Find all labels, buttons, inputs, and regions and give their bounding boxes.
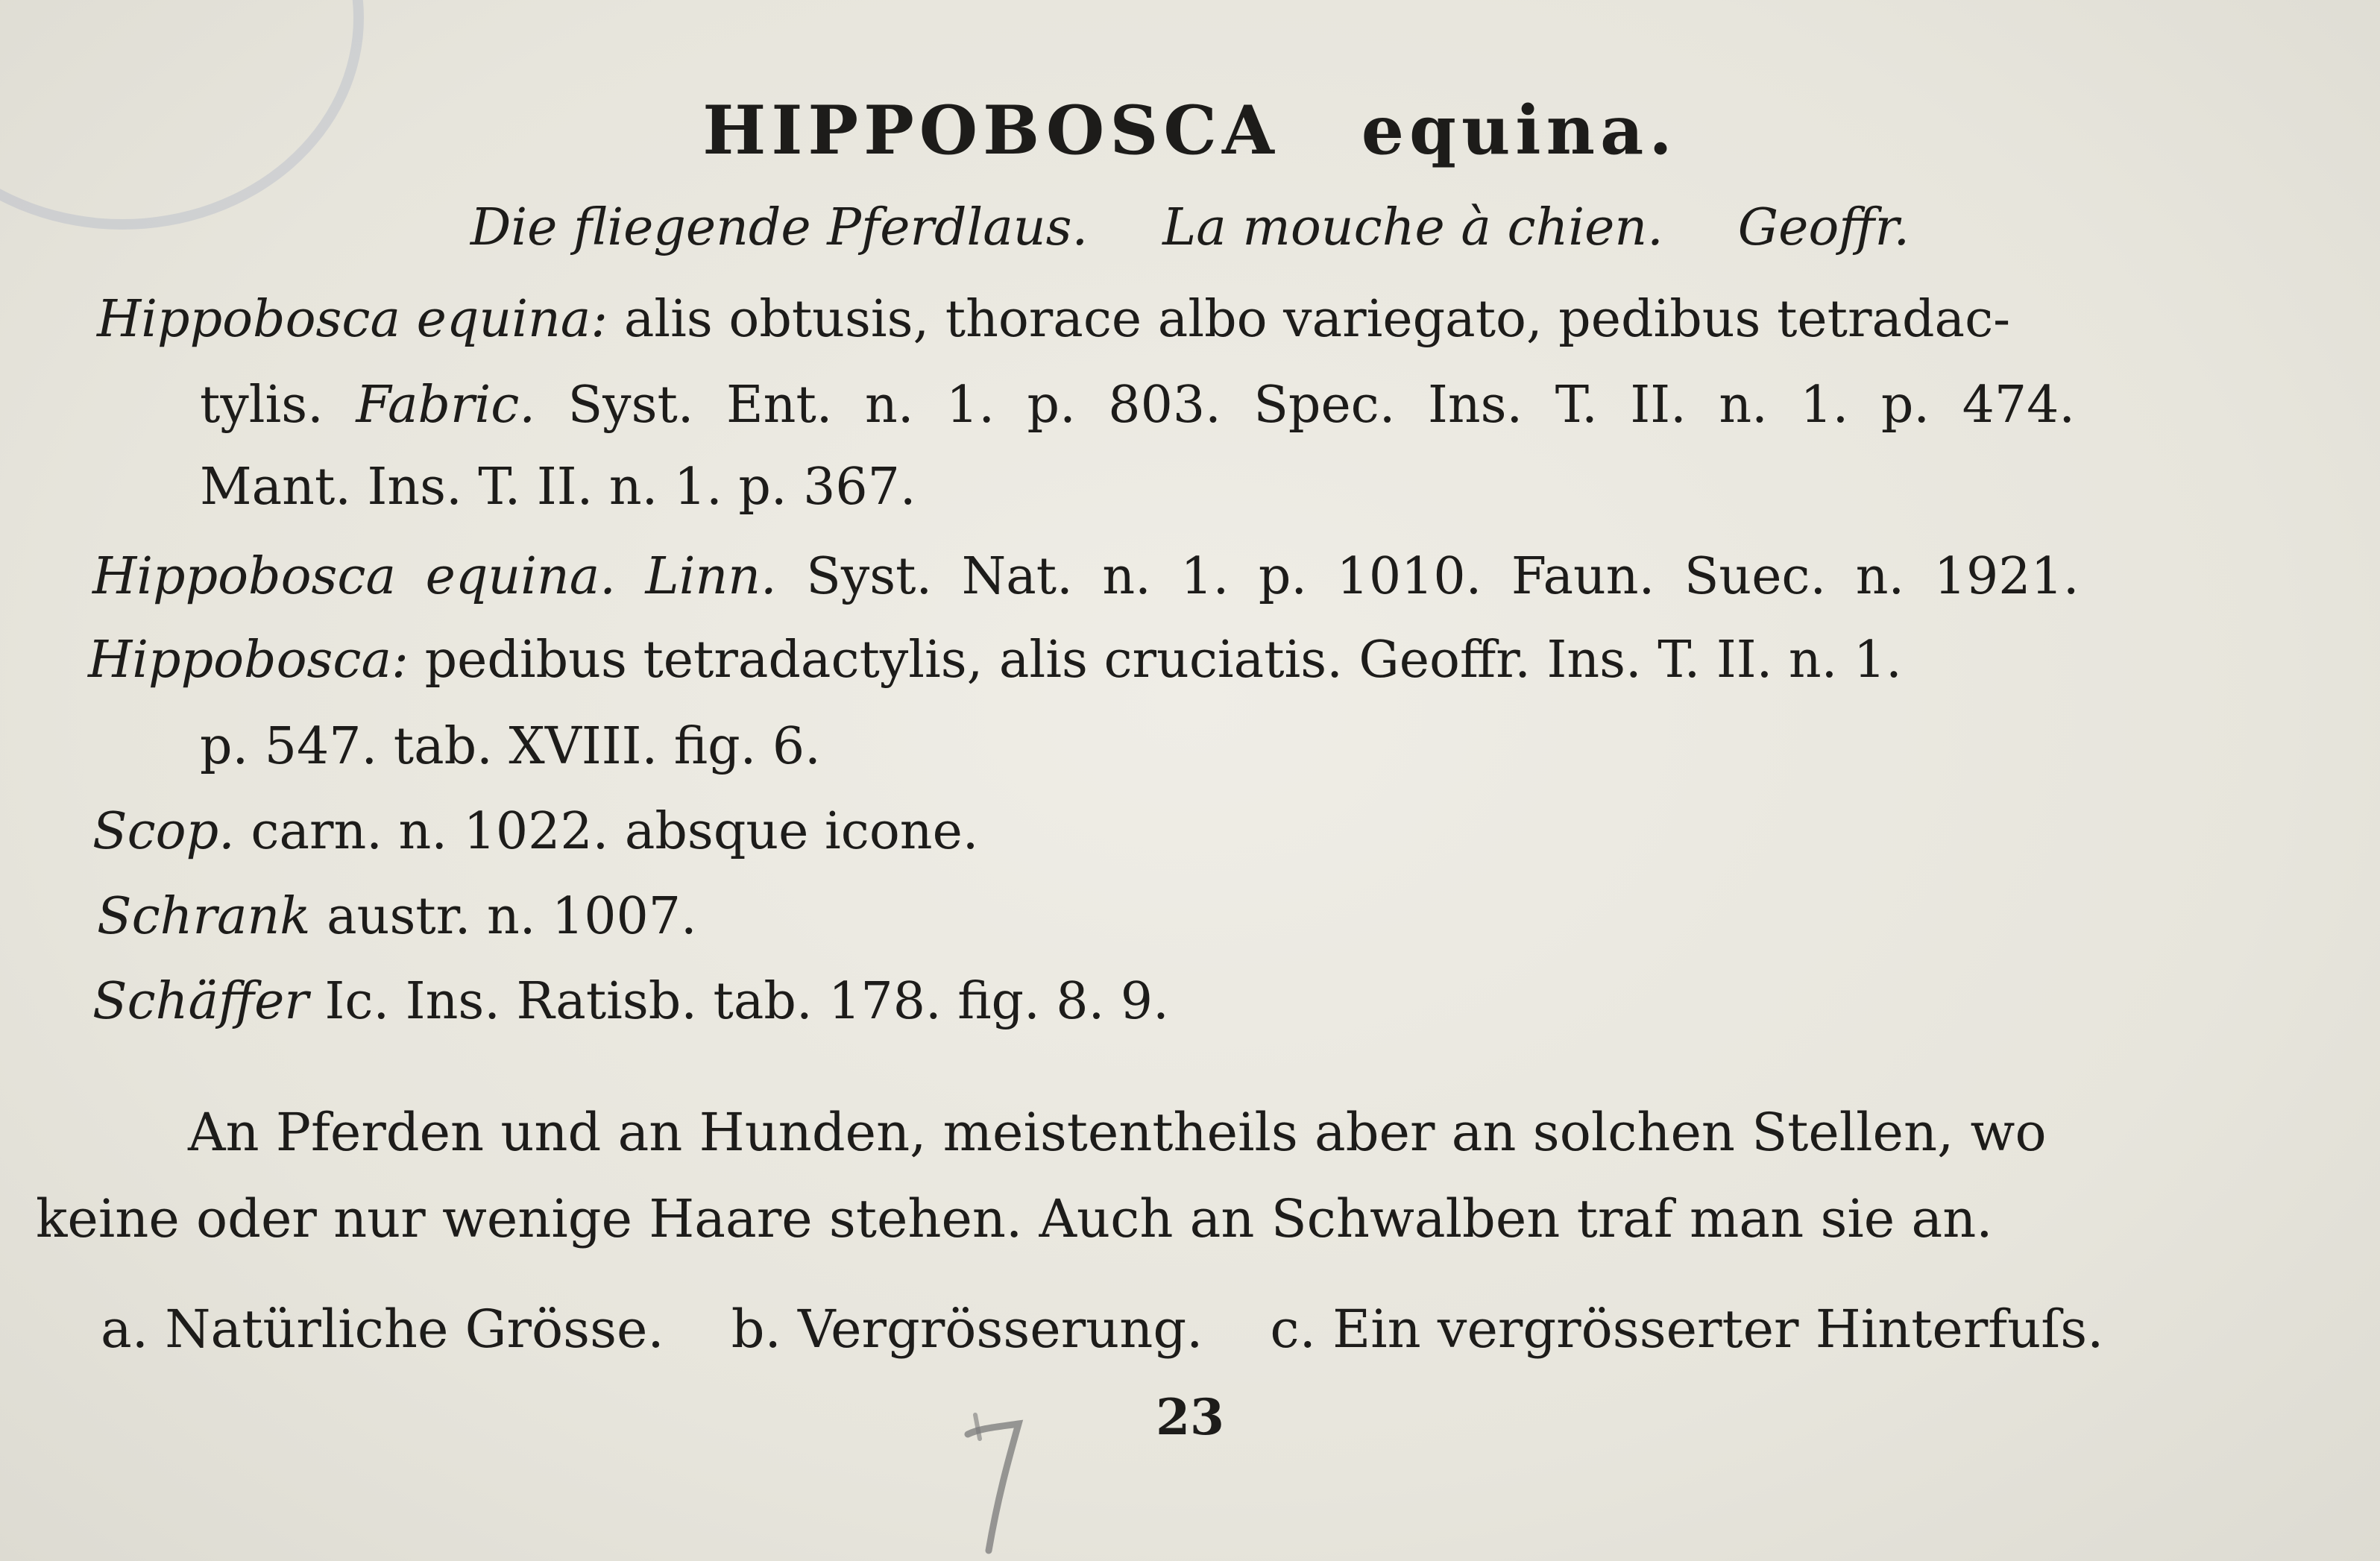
reference-line: [92, 802, 979, 861]
reference-author: Linn.: [645, 547, 777, 606]
reference-line: [200, 458, 916, 517]
reference-author: Scop.: [92, 802, 235, 861]
pencil-seven-mark: [954, 1409, 1036, 1558]
reference-text: pedibus tetradactylis, alis cruciatis. Geoffr. Ins. T. II. n. 1.: [408, 631, 1902, 690]
reference-author: Schäffer: [92, 972, 309, 1031]
reference-line: [88, 631, 1902, 690]
legend-item-a: a. Natürliche Grösse.: [101, 1299, 664, 1360]
reference-text: Syst. Nat. n. 1. p. 1010. Faun. Suec. n. 1921.: [776, 547, 2080, 606]
french-name: La mouche à chien.: [1162, 198, 1663, 257]
reference-line: [200, 717, 821, 776]
reference-line: [97, 290, 2011, 349]
reference-taxon: Hippobosca:: [88, 631, 409, 690]
reference-author: Fabric.: [356, 376, 535, 435]
habitat-text-line: keine oder nur wenige Haare stehen. Auch an Schwalben traf man sie an.: [36, 1188, 1993, 1249]
reference-text: p. 547. tab. XVIII. fig. 6.: [200, 717, 821, 776]
reference-line: [92, 972, 1169, 1031]
reference-line: [97, 887, 697, 946]
reference-taxon: Hippobosca equina:: [97, 290, 608, 349]
figure-legend: [101, 1299, 2104, 1360]
german-name: Die fliegende Pferdlaus.: [470, 198, 1089, 257]
reference-taxon: Hippobosca equina.: [92, 547, 616, 606]
reference-text: alis obtusis, thorace albo variegato, pedibus tetradac-: [608, 290, 2011, 349]
common-names: [0, 198, 2380, 257]
habitat-text-line: An Pferden und an Hunden, meistentheils aber an solchen Stellen, wo: [188, 1102, 2047, 1163]
legend-item-b: b. Vergrösserung.: [731, 1299, 1203, 1360]
reference-text: tylis.: [200, 376, 356, 435]
page-title: [0, 91, 2380, 170]
reference-text: Ic. Ins. Ratisb. tab. 178. fig. 8. 9.: [308, 972, 1169, 1031]
french-name-author: Geoffr.: [1737, 198, 1910, 257]
reference-text: Mant. Ins. T. II. n. 1. p. 367.: [200, 458, 916, 517]
reference-author: Schrank: [97, 887, 311, 946]
title-genus: HIPPOBOSCA: [702, 91, 1279, 170]
title-species: equina.: [1361, 91, 1678, 170]
reference-line: [92, 547, 2080, 606]
legend-item-c: c. Ein vergrösserter Hinterfuſs.: [1270, 1299, 2104, 1360]
reference-text: Syst. Ent. n. 1. p. 803. Spec. Ins. T. II. n. 1. p. 474.: [535, 376, 2076, 435]
reference-text: carn. n. 1022. absque icone.: [234, 802, 979, 861]
reference-line: [200, 376, 2076, 435]
reference-text: austr. n. 1007.: [310, 887, 697, 946]
page-number: 23: [1156, 1388, 1224, 1446]
